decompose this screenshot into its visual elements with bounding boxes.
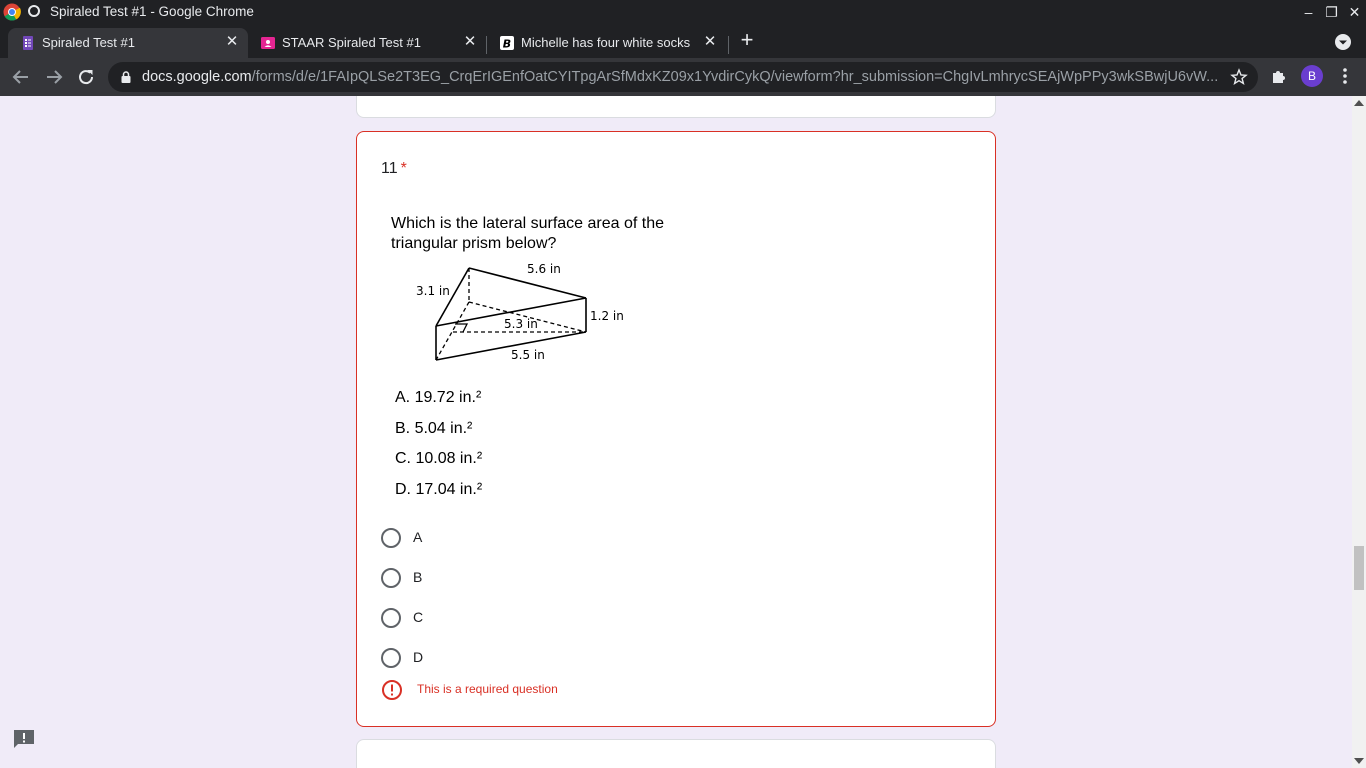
- triangular-prism-figure: [411, 262, 651, 382]
- browser-toolbar: [0, 58, 1366, 96]
- option-a[interactable]: [381, 523, 681, 553]
- minimize-button[interactable]: –: [1304, 4, 1313, 20]
- answer-choices-text: [395, 388, 482, 510]
- close-window-button[interactable]: ✕: [1348, 4, 1361, 20]
- error-alert-icon: [381, 679, 403, 701]
- tab-search-icon[interactable]: [1334, 33, 1352, 51]
- radio-b[interactable]: [381, 568, 401, 588]
- restore-button[interactable]: ❐: [1325, 4, 1338, 20]
- extensions-puzzle-icon[interactable]: [1270, 67, 1288, 85]
- error-message: This is a required question: [417, 682, 558, 696]
- label-bottom: 5.5 in: [511, 348, 545, 362]
- forward-icon[interactable]: [43, 66, 65, 88]
- label-left: 3.1 in: [416, 284, 450, 298]
- google-forms-icon: [20, 35, 36, 51]
- option-label: A: [413, 529, 423, 545]
- radio-c[interactable]: [381, 608, 401, 628]
- choice-text-b: B. 5.04 in.²: [395, 419, 473, 437]
- page-viewport: [0, 96, 1352, 768]
- scroll-down-arrow-icon[interactable]: [1354, 758, 1364, 764]
- tab-close-icon[interactable]: ✕: [463, 33, 477, 50]
- tab-michelle-socks[interactable]: [487, 28, 727, 58]
- scroll-up-arrow-icon[interactable]: [1354, 100, 1364, 106]
- option-label: C: [413, 609, 424, 625]
- scrollbar-thumb[interactable]: [1354, 546, 1364, 590]
- choice-text-c: C. 10.08 in.²: [395, 450, 483, 467]
- back-icon[interactable]: [10, 66, 32, 88]
- question-image: [391, 214, 691, 514]
- tab-spiraled-test[interactable]: [8, 28, 248, 58]
- label-middle: 5.3 in: [504, 317, 538, 331]
- prompt-line-1: Which is the lateral surface area of the: [391, 215, 665, 232]
- previous-question-card: [356, 96, 996, 118]
- tab-strip: [0, 24, 1366, 58]
- url-path: /forms/d/e/1FAIpQLSe2T3EG_CrqErIGEnfOatCYITpgArSfMdxKZ09x1YvdirCykQ/viewform?hr_submission=ChgIvLmhrycSEAjWpPPy3wkSBwjU6vW...: [251, 69, 1219, 85]
- label-top: 5.6 in: [527, 262, 561, 276]
- window-title: Spiraled Test #1 - Google Chrome: [50, 4, 254, 19]
- label-right: 1.2 in: [590, 309, 624, 323]
- more-menu-icon[interactable]: [1336, 67, 1354, 85]
- option-c[interactable]: [381, 603, 681, 633]
- lock-icon[interactable]: [120, 71, 132, 83]
- chrome-logo-icon: [3, 3, 21, 21]
- tab-label: Michelle has four white socks: [521, 35, 691, 50]
- choice-text-a: A. 19.72 in.²: [395, 389, 482, 406]
- question-prompt: [391, 214, 691, 254]
- next-question-card: [356, 739, 996, 768]
- tab-label: STAAR Spiraled Test #1: [282, 35, 421, 50]
- new-tab-button[interactable]: +: [740, 27, 754, 52]
- address-bar[interactable]: [108, 62, 1258, 92]
- prompt-line-2: triangular prism below?: [391, 235, 557, 252]
- report-feedback-icon[interactable]: [12, 728, 36, 750]
- tab-close-icon[interactable]: ✕: [225, 33, 239, 50]
- option-d[interactable]: [381, 643, 681, 673]
- option-label: D: [413, 649, 424, 665]
- question-card: [356, 131, 996, 727]
- question-number: 11: [381, 160, 398, 177]
- bookmark-star-icon[interactable]: [1230, 68, 1248, 86]
- option-label: B: [413, 569, 423, 585]
- radio-a[interactable]: [381, 528, 401, 548]
- url-host: docs.google.com: [142, 69, 252, 85]
- page-scrollbar[interactable]: [1352, 96, 1366, 768]
- title-bar: [0, 0, 1366, 24]
- url-text[interactable]: [142, 69, 1220, 85]
- tab-staar-spiraled-test[interactable]: [248, 28, 486, 58]
- choice-text-d: D. 17.04 in.²: [395, 480, 483, 498]
- tab-favicon-icon: [28, 5, 40, 17]
- right-angle-mark: [455, 324, 467, 332]
- option-b[interactable]: [381, 563, 681, 593]
- reload-icon[interactable]: [75, 66, 97, 88]
- tab-separator: [728, 36, 729, 54]
- tab-label: Spiraled Test #1: [42, 35, 135, 50]
- classroom-icon: [260, 35, 276, 51]
- question-title: [381, 160, 407, 178]
- svg-text:B: B: [502, 37, 512, 51]
- profile-avatar[interactable]: B: [1301, 65, 1323, 87]
- brainly-icon: [499, 35, 515, 51]
- required-asterisk: *: [400, 160, 407, 177]
- tab-close-icon[interactable]: ✕: [703, 33, 717, 50]
- radio-d[interactable]: [381, 648, 401, 668]
